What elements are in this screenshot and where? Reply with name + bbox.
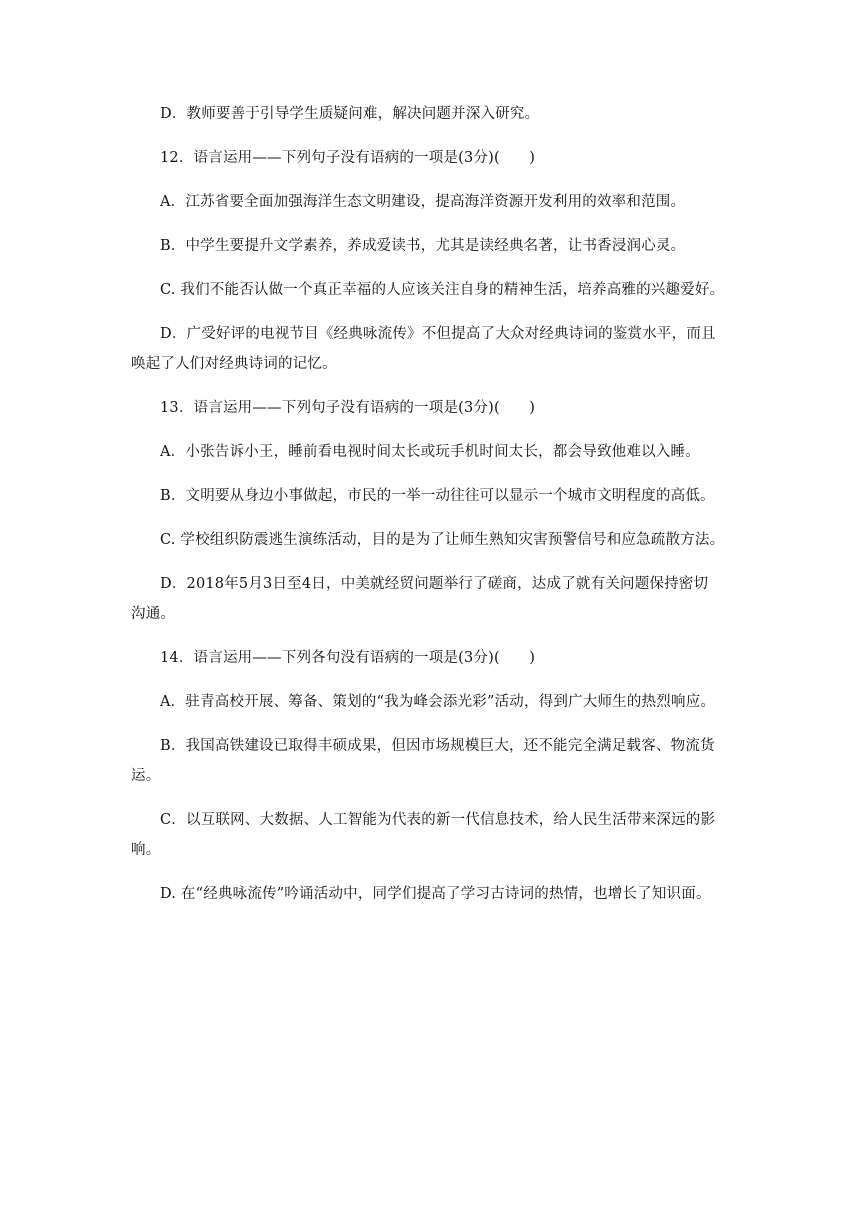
q12-option-a: A．江苏省要全面加强海洋生态文明建设，提高海洋资源开发利用的效率和范围。 [160, 194, 686, 210]
q12-option-d-line2: 唤起了人们对经典诗词的记忆。 [131, 356, 337, 372]
q11-option-d: D．教师要善于引导学生质疑问难，解决问题并深入研究。 [160, 106, 540, 122]
q14-option-b-line1: B．我国高铁建设已取得丰硕成果，但因市场规模巨大，还不能完全满足载客、物流货 [160, 738, 715, 754]
q12-option-b: B．中学生要提升文学素养，养成爱读书，尤其是读经典名著，让书香浸润心灵。 [160, 238, 686, 254]
q13-option-c: C. 学校组织防震逃生演练活动，目的是为了让师生熟知灾害预警信号和应急疏散方法。 [160, 532, 725, 548]
q14-option-c-line2: 响。 [131, 842, 161, 858]
q12-option-c: C. 我们不能否认做一个真正幸福的人应该关注自身的精神生活，培养高雅的兴趣爱好。 [160, 282, 725, 298]
q13-option-d-line1: D．2018年5月3日至4日，中美就经贸问题举行了磋商，达成了就有关问题保持密切 [160, 576, 709, 592]
q13-option-a: A．小张告诉小王，睡前看电视时间太长或玩手机时间太长，都会导致他难以入睡。 [160, 444, 700, 460]
q13-option-d-line2: 沟通。 [131, 606, 176, 622]
q13-option-b: B．文明要从身边小事做起，市民的一举一动往往可以显示一个城市文明程度的高低。 [160, 488, 715, 504]
q13-stem: 13．语言运用——下列句子没有语病的一项是(3分)( ) [160, 400, 536, 416]
q12-option-d-line1: D．广受好评的电视节目《经典咏流传》不但提高了大众对经典诗词的鉴赏水平，而且 [160, 326, 716, 342]
q14-stem: 14．语言运用——下列各句没有语病的一项是(3分)( ) [160, 650, 536, 666]
q12-stem: 12．语言运用——下列句子没有语病的一项是(3分)( ) [160, 150, 536, 166]
q14-option-d: D. 在“经典咏流传”吟诵活动中，同学们提高了学习古诗词的热情，也增长了知识面。 [160, 886, 711, 902]
q14-option-b-line2: 运。 [131, 768, 161, 784]
q14-option-c-line1: C．以互联网、大数据、人工智能为代表的新一代信息技术，给人民生活带来深远的影 [160, 812, 716, 828]
q14-option-a: A．驻青高校开展、筹备、策划的“我为峰会添光彩”活动，得到广大师生的热烈响应。 [160, 694, 716, 710]
